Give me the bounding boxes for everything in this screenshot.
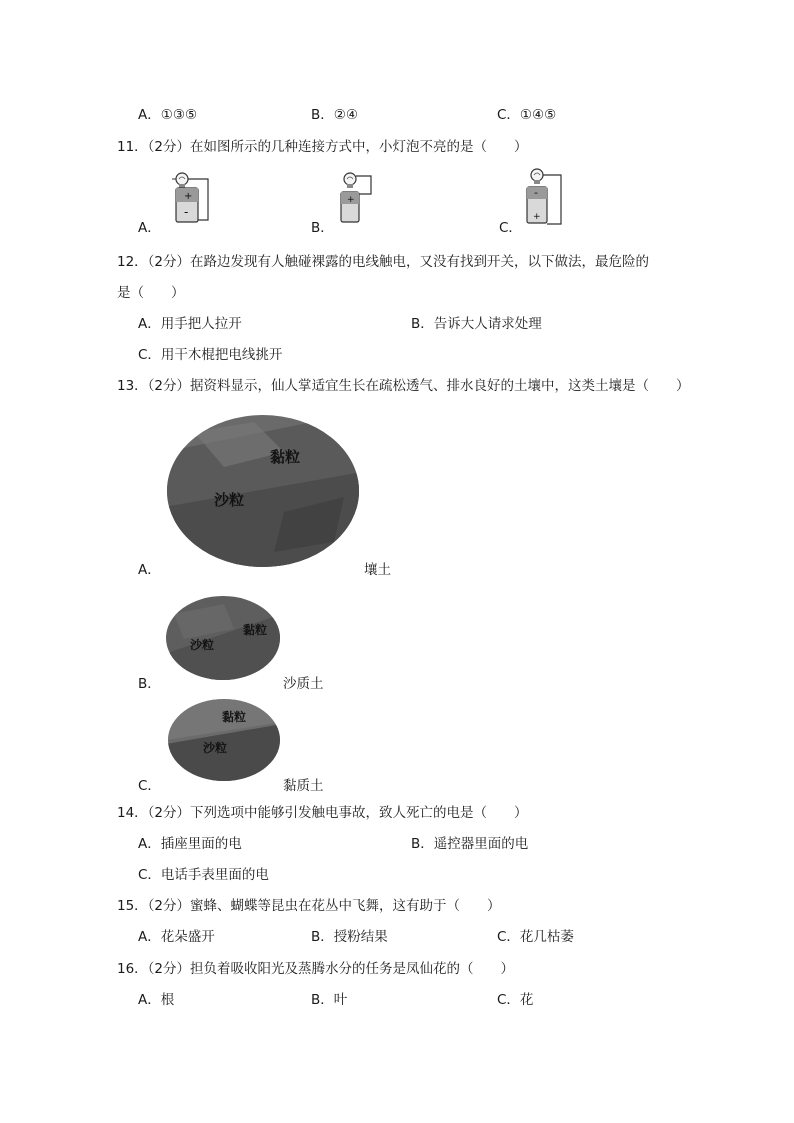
q11-label-b: B． — [311, 220, 334, 236]
q11-figure-b — [337, 170, 377, 226]
q11-label-c: C． — [499, 220, 522, 236]
svg-text:+: + — [347, 195, 355, 205]
q12-option-a: A．用手把人拉开 — [138, 316, 242, 332]
q10-option-b: B．②④ — [311, 107, 358, 123]
q11-stem: 11．（2分）在如图所示的几种连接方式中，小灯泡不亮的是（ ） — [117, 139, 528, 155]
q16-option-c: C．花 — [497, 992, 534, 1008]
q12-stem: 12．（2分）在路边发现有人触碰裸露的电线触电，又没有找到开关，以下做法，最危险的 — [117, 254, 650, 270]
q14-option-b: B．遥控器里面的电 — [411, 836, 529, 852]
q13-a-sand-label: 沙粒 — [214, 491, 245, 509]
svg-text:+: + — [184, 191, 193, 202]
q15-option-c: C．花几枯萎 — [497, 929, 574, 945]
q13-caption-c: 黏质土 — [283, 778, 324, 794]
q11-label-a: A． — [138, 220, 161, 236]
q13-label-b: B． — [138, 676, 161, 692]
svg-text:+: + — [533, 212, 541, 222]
q11-figure-c — [525, 166, 567, 228]
q15-option-b: B．授粉结果 — [311, 929, 388, 945]
q14-option-c: C．电话手表里面的电 — [138, 867, 269, 883]
q16-option-b: B．叶 — [311, 992, 348, 1008]
q13-b-sand-label: 沙粒 — [190, 638, 215, 652]
svg-text:-: - — [534, 186, 538, 199]
q13-label-a: A． — [138, 562, 161, 578]
q13-b-clay-label: 黏粒 — [243, 623, 268, 637]
q15-option-a: A．花朵盛开 — [138, 929, 215, 945]
q13-c-sand-label: 沙粒 — [203, 741, 228, 755]
q13-a-clay-label: 黏粒 — [270, 448, 301, 466]
q13-c-clay-label: 黏粒 — [222, 710, 247, 724]
q16-option-a: A．根 — [138, 992, 175, 1008]
q13-label-c: C． — [138, 778, 161, 794]
q12-option-c: C．用干木棍把电线挑开 — [138, 347, 283, 363]
q14-stem: 14．（2分）下列选项中能够引发触电事故，致人死亡的电是（ ） — [117, 805, 528, 821]
q13-soil-image-a — [164, 412, 362, 570]
q11-figure-a — [166, 170, 214, 226]
q12-stem-cont: 是（ ） — [117, 285, 185, 301]
q14-option-a: A．插座里面的电 — [138, 836, 242, 852]
q16-stem: 16．（2分）担负着吸收阳光及蒸腾水分的任务是凤仙花的（ ） — [117, 961, 515, 977]
q13-stem: 13．（2分）据资料显示，仙人掌适宜生长在疏松透气、排水良好的土壤中，这类土壤是（ ） — [117, 378, 690, 394]
q15-stem: 15．（2分）蜜蜂、蝴蝶等昆虫在花丛中飞舞，这有助于（ ） — [117, 898, 501, 914]
q13-caption-b: 沙质土 — [283, 676, 324, 692]
svg-text:-: - — [184, 205, 189, 219]
q10-option-a: A．①③⑤ — [138, 107, 198, 123]
q13-caption-a: 壤土 — [364, 562, 391, 578]
q13-soil-image-b — [164, 594, 282, 682]
q12-option-b: B．告诉大人请求处理 — [411, 316, 542, 332]
q10-option-c: C．①④⑤ — [497, 107, 557, 123]
